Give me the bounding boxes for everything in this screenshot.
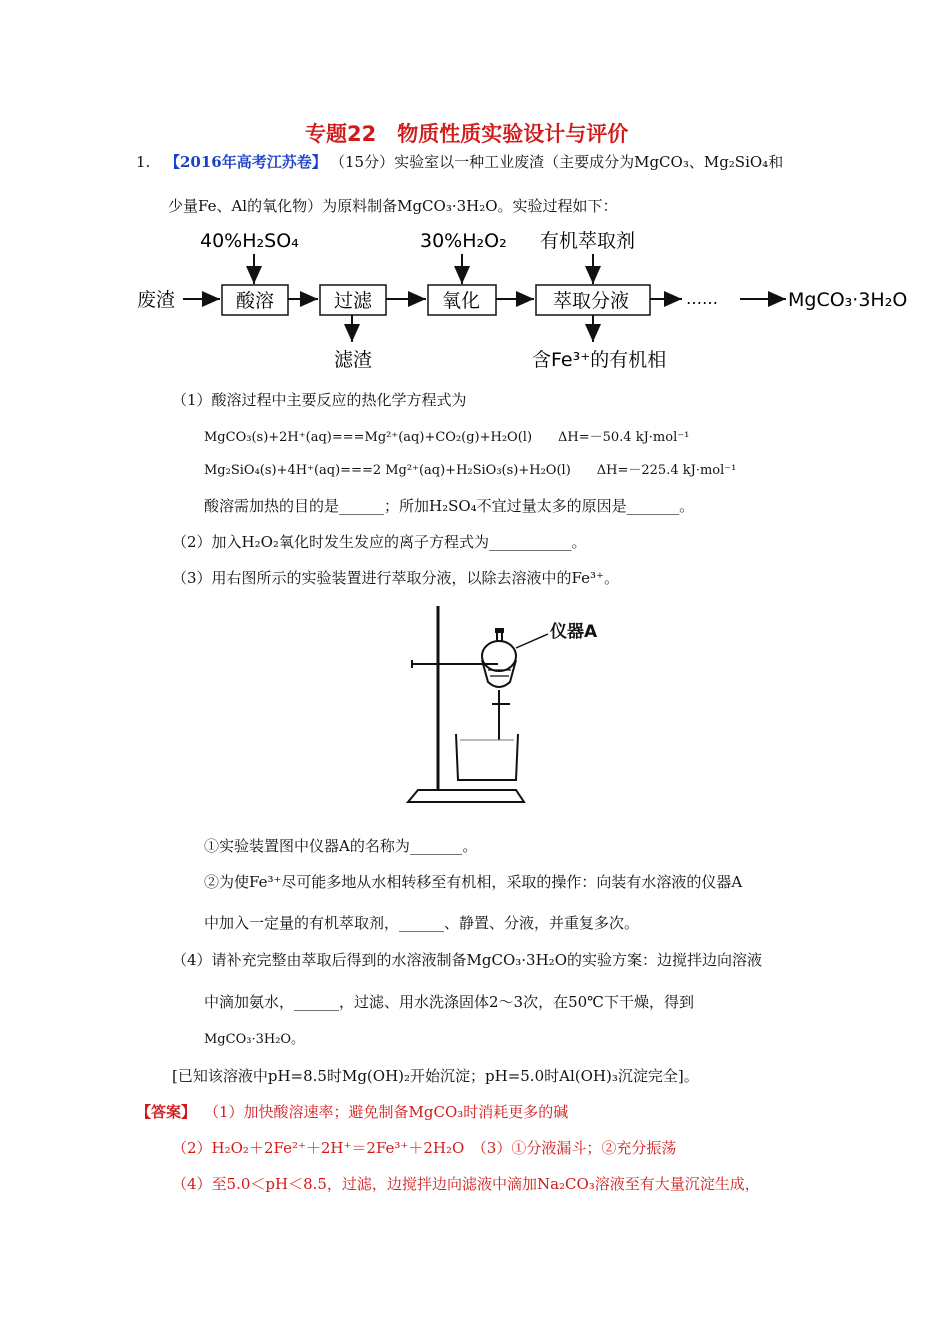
part4-line2: 中滴加氨水，______，过滤、用水洗涤固体2～3次，在50℃下干燥，得到	[204, 993, 694, 1011]
step-filter: 过滤	[334, 290, 373, 312]
part2-question: （2）加入H₂O₂氧化时发生发应的离子方程式为___________。	[172, 533, 587, 551]
step-oxidize: 氧化	[442, 290, 481, 312]
question-intro-line2: 少量Fe、Al的氧化物）为原料制备MgCO₃·3H₂O。实验过程如下：	[168, 197, 618, 215]
question-number: 1.	[136, 153, 151, 171]
part3-sub1: ①实验装置图中仪器A的名称为_______。	[204, 837, 478, 855]
part1-heading: （1）酸溶过程中主要反应的热化学方程式为	[172, 391, 467, 409]
part1-question: 酸溶需加热的目的是______；所加H₂SO₄不宜过量太多的原因是_______。	[204, 497, 695, 515]
process-flow-diagram	[0, 222, 950, 382]
reagent-h2so4: 40%H₂SO₄	[200, 230, 299, 252]
answer-line1: （1）加快酸溶速率；避免制备MgCO₃时消耗更多的碱	[204, 1103, 569, 1121]
part3-sub2-line2: 中加入一定量的有机萃取剂，______、静置、分液，并重复多次。	[204, 914, 640, 932]
flow-product: MgCO₃·3H₂O	[788, 289, 908, 311]
page-title: 专题22 物质性质实验设计与评价	[305, 122, 629, 146]
reagent-extractant: 有机萃取剂	[540, 230, 636, 252]
reagent-h2o2: 30%H₂O₂	[420, 230, 507, 252]
question-intro-line1: （15分）实验室以一种工业废渣（主要成分为MgCO₃、Mg₂SiO₄和	[330, 153, 784, 171]
apparatus-label: 仪器A	[550, 622, 598, 642]
equation-2: Mg₂SiO₄(s)+4H⁺(aq)===2 Mg²⁺(aq)+H₂SiO₃(s)+H₂O(l) ΔH=－225.4 kJ·mol⁻¹	[204, 463, 737, 478]
flow-dots: ……	[686, 289, 718, 308]
output-organic-phase: 含Fe³⁺的有机相	[532, 349, 667, 371]
flow-start: 废渣	[137, 289, 176, 311]
part3-heading: （3）用右图所示的实验装置进行萃取分液，以除去溶液中的Fe³⁺。	[172, 569, 619, 587]
equation-1: MgCO₃(s)+2H⁺(aq)===Mg²⁺(aq)+CO₂(g)+H₂O(l) ΔH=－50.4 kJ·mol⁻¹	[204, 430, 690, 445]
answer-line2: （2）H₂O₂＋2Fe²⁺＋2H⁺＝2Fe³⁺＋2H₂O （3）①分液漏斗；②充分振荡	[172, 1139, 677, 1157]
part4-line3: MgCO₃·3H₂O。	[204, 1032, 305, 1047]
step-acid-dissolve: 酸溶	[236, 290, 275, 312]
answer-tag: 【答案】	[136, 1103, 197, 1121]
step-extract: 萃取分液	[553, 290, 630, 312]
question-source: 【2016年高考江苏卷】	[165, 153, 327, 171]
output-residue: 滤渣	[334, 349, 373, 371]
part4-line1: （4）请补充完整由萃取后得到的水溶液制备MgCO₃·3H₂O的实验方案：边搅拌边向溶液	[172, 951, 762, 969]
known-condition: [已知该溶液中pH=8.5时Mg(OH)₂开始沉淀；pH=5.0时Al(OH)₃沉淀完全]。	[172, 1067, 699, 1085]
part3-sub2-line1: ②为使Fe³⁺尽可能多地从水相转移至有机相，采取的操作：向装有水溶液的仪器A	[204, 873, 743, 891]
answer-line3: （4）至5.0＜pH＜8.5，过滤，边搅拌边向滤液中滴加Na₂CO₃溶液至有大量沉淀生成，	[172, 1175, 760, 1193]
